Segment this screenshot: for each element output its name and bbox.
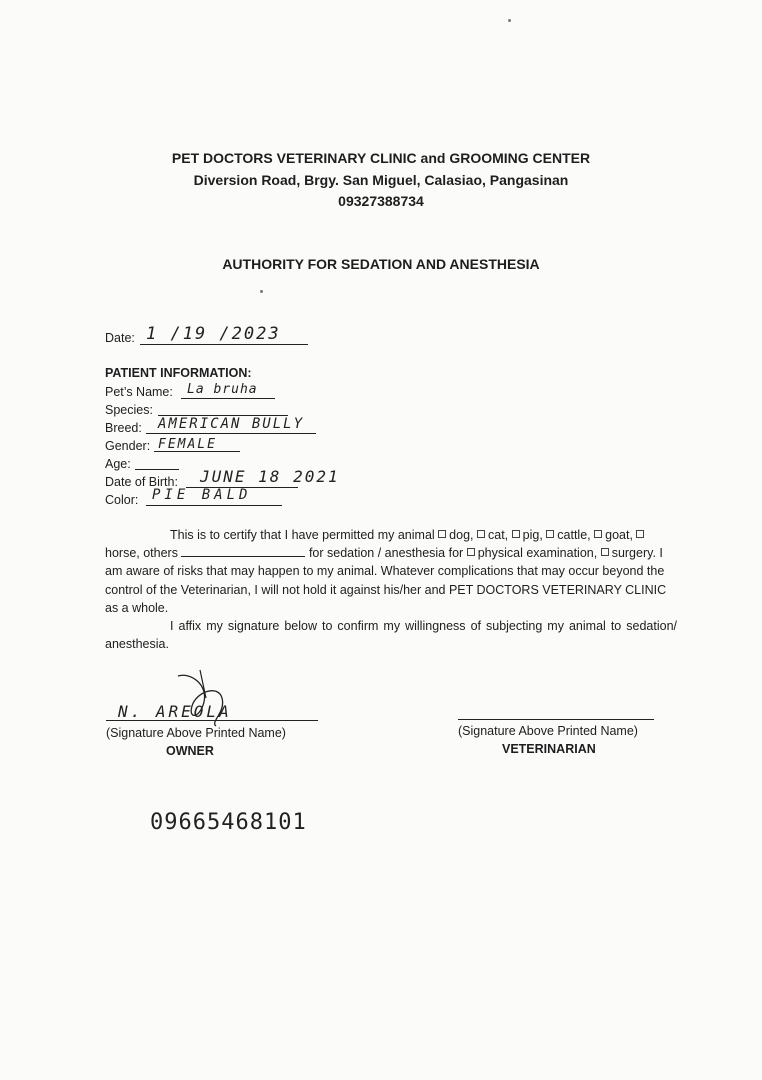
color-label: Color:: [105, 493, 139, 507]
gender-value: FEMALE: [158, 437, 217, 452]
veterinarian-signature-caption: (Signature Above Printed Name): [458, 724, 638, 738]
color-value: PIE BALD: [152, 487, 252, 503]
veterinarian-role: VETERINARIAN: [502, 742, 596, 756]
owner-signature-name: N. AREOLA: [118, 702, 232, 721]
date-value: 1 /19 /2023: [146, 324, 281, 344]
pet-name-underline: [181, 398, 275, 399]
option-horse-others: horse, others: [105, 546, 178, 561]
checkbox-cat[interactable]: [477, 530, 485, 538]
option-physical-exam: physical examination,: [477, 546, 598, 561]
age-underline: [135, 469, 179, 470]
handwritten-phone-number: 09665468101: [150, 810, 307, 835]
species-label: Species:: [105, 403, 153, 417]
dob-value: JUNE 18 2021: [200, 467, 340, 486]
option-surgery-text: surgery. I am aware of risks that may happen to my animal. Whatever complications that may occur beyond the control of the Veterinarian, I will not hold it against his/her and PET DOCTORS VETERINARY CLINIC as a whole.: [105, 546, 667, 615]
others-blank: [181, 546, 305, 557]
clinic-name: PET DOCTORS VETERINARY CLINIC and GROOMING CENTER: [171, 150, 591, 166]
breed-label: Breed:: [105, 421, 142, 435]
checkbox-pig[interactable]: [512, 530, 520, 538]
scan-speck: [260, 290, 263, 293]
checkbox-horse[interactable]: [636, 530, 644, 538]
pet-name-value: La bruha: [187, 382, 258, 397]
option-pig: pig,: [522, 528, 543, 542]
owner-role: OWNER: [166, 744, 214, 758]
dob-label: Date of Birth:: [105, 475, 178, 489]
checkbox-physical-exam[interactable]: [467, 548, 475, 556]
breed-value: AMERICAN BULLY: [158, 416, 305, 432]
form-title: AUTHORITY FOR SEDATION AND ANESTHESIA: [222, 256, 540, 272]
veterinarian-signature-line: [458, 719, 654, 720]
option-goat: goat,: [605, 528, 633, 542]
checkbox-surgery[interactable]: [601, 548, 609, 556]
owner-signature-line: [106, 720, 318, 721]
gender-label: Gender:: [105, 439, 151, 453]
affix-signature-text: I affix my signature below to confirm my willingness of subjecting my animal to sedation/ anesthesia.: [105, 619, 677, 652]
option-cattle: cattle,: [557, 528, 591, 542]
scan-speck: [508, 19, 511, 22]
checkbox-cattle[interactable]: [546, 530, 554, 538]
checkbox-goat[interactable]: [594, 530, 602, 538]
pet-name-label: Pet’s Name:: [105, 385, 173, 399]
date-underline: [140, 344, 308, 345]
breed-underline: [146, 433, 316, 434]
consent-intro: This is to certify that I have permitted my animal: [170, 528, 435, 542]
patient-info-heading: PATIENT INFORMATION:: [105, 366, 252, 380]
option-dog: dog,: [449, 528, 474, 542]
option-cat: cat,: [488, 528, 509, 542]
consent-paragraph: [105, 526, 677, 653]
clinic-address: Diversion Road, Brgy. San Miguel, Calasiao, Pangasinan: [193, 172, 569, 188]
age-label: Age:: [105, 457, 131, 471]
date-label: Date:: [105, 331, 135, 345]
owner-signature-caption: (Signature Above Printed Name): [106, 726, 286, 740]
checkbox-dog[interactable]: [438, 530, 446, 538]
for-sedation-text: for sedation / anesthesia for: [308, 546, 464, 561]
clinic-phone: 09327388734: [338, 193, 424, 209]
color-underline: [146, 505, 282, 506]
